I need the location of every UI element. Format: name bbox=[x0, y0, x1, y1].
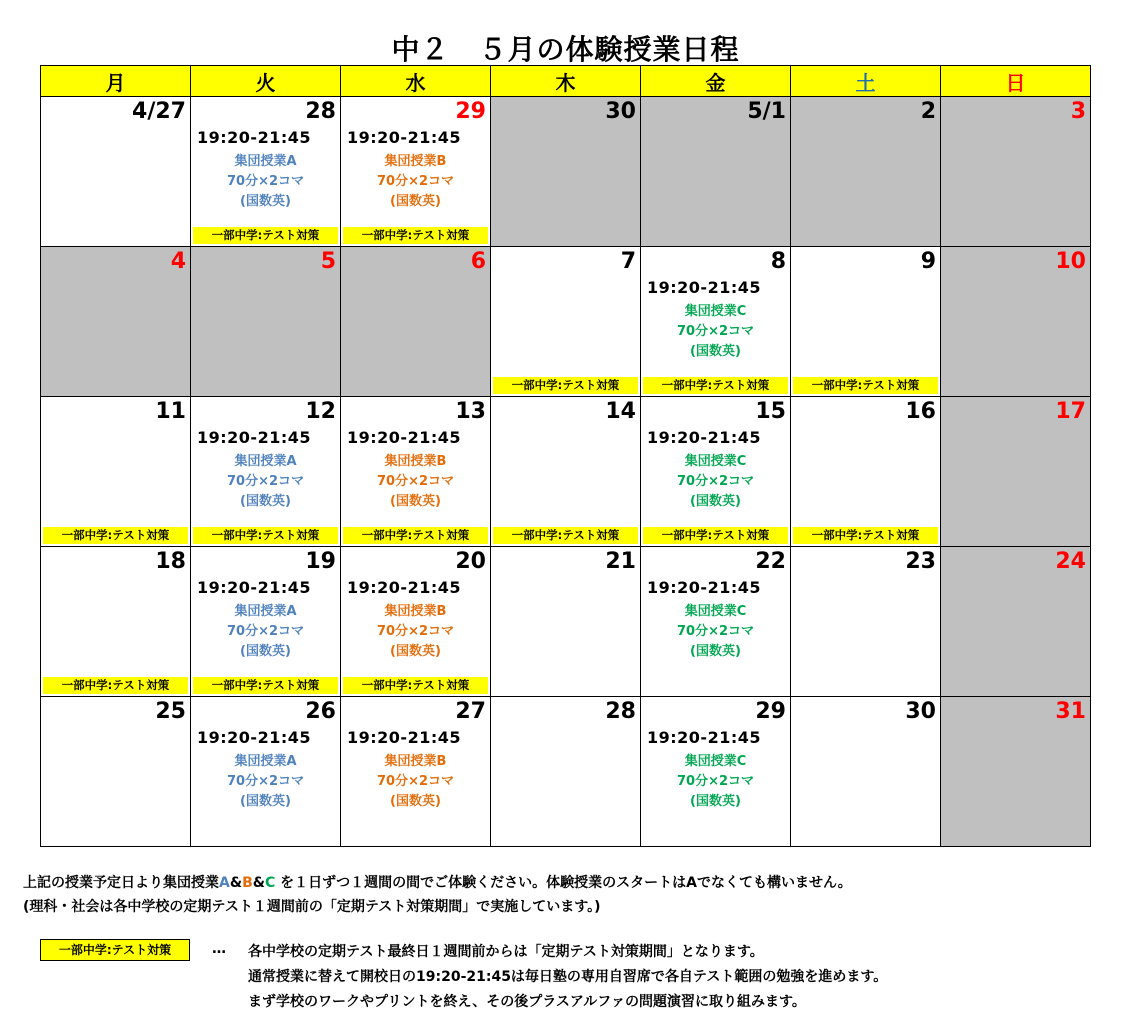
day-number: 20 bbox=[455, 549, 486, 574]
day-cell bbox=[791, 247, 941, 397]
class-info-line: 70分×2コマ bbox=[676, 474, 755, 489]
day-cell bbox=[191, 697, 341, 847]
week-row bbox=[41, 697, 1091, 847]
day-cell bbox=[941, 247, 1091, 397]
day-cell bbox=[491, 547, 641, 697]
day-number: 28 bbox=[305, 99, 336, 124]
week-row bbox=[41, 97, 1091, 247]
day-cell bbox=[491, 247, 641, 397]
weekday-sun: 日 bbox=[941, 66, 1091, 97]
weekday-header-row bbox=[41, 66, 1091, 97]
class-info-line: 70分×2コマ bbox=[376, 474, 455, 489]
day-number: 9 bbox=[920, 249, 936, 274]
class-info-line: (国数英) bbox=[690, 644, 741, 659]
day-number: 2 bbox=[920, 99, 936, 124]
test-prep-tag: 一部中学:テスト対策 bbox=[493, 377, 638, 394]
class-info-a bbox=[191, 152, 340, 212]
day-cell bbox=[941, 397, 1091, 547]
class-time: 19:20-21:45 bbox=[647, 578, 761, 597]
class-time: 19:20-21:45 bbox=[347, 128, 461, 147]
class-info-line: 集団授業B bbox=[384, 604, 447, 619]
day-cell bbox=[641, 697, 791, 847]
week-row bbox=[41, 397, 1091, 547]
class-info-c bbox=[641, 302, 790, 362]
class-info-c bbox=[641, 752, 790, 812]
class-info-line: (国数英) bbox=[390, 644, 441, 659]
note-line-1-end: を１日ずつ１週間の間でご体験ください。体験授業のスタートはAでなくても構いません。 bbox=[280, 875, 852, 891]
class-time: 19:20-21:45 bbox=[347, 578, 461, 597]
class-info-b bbox=[341, 602, 490, 662]
note-line-1 bbox=[23, 872, 852, 892]
test-prep-tag: 一部中学:テスト対策 bbox=[193, 677, 338, 694]
legend-line-3: まず学校のワークやプリントを終え、その後プラスアルファの問題演習に取り組みます。 bbox=[248, 994, 806, 1010]
class-info-a bbox=[191, 602, 340, 662]
day-cell bbox=[941, 547, 1091, 697]
test-prep-tag: 一部中学:テスト対策 bbox=[643, 527, 788, 544]
class-info-line: (国数英) bbox=[390, 194, 441, 209]
class-info-line: (国数英) bbox=[690, 794, 741, 809]
class-time: 19:20-21:45 bbox=[347, 428, 461, 447]
day-number: 23 bbox=[905, 549, 936, 574]
note-line-2: (理科・社会は各中学校の定期テスト１週間前の「定期テスト対策期間」で実施しています。) bbox=[23, 899, 601, 915]
class-time: 19:20-21:45 bbox=[197, 578, 311, 597]
day-number: 8 bbox=[770, 249, 786, 274]
class-info-b bbox=[341, 452, 490, 512]
weekday-sat: 土 bbox=[791, 66, 941, 97]
test-prep-tag: 一部中学:テスト対策 bbox=[493, 527, 638, 544]
day-number: 3 bbox=[1070, 99, 1086, 124]
class-info-line: 集団授業C bbox=[684, 754, 747, 769]
class-info-line: 70分×2コマ bbox=[376, 774, 455, 789]
note-amp-2: & bbox=[252, 875, 265, 891]
test-prep-tag: 一部中学:テスト対策 bbox=[793, 527, 938, 544]
class-info-line: (国数英) bbox=[240, 644, 291, 659]
day-cell bbox=[641, 97, 791, 247]
note-line-1-start: 上記の授業予定日より集団授業 bbox=[23, 875, 219, 891]
day-number: 28 bbox=[605, 699, 636, 724]
day-number: 29 bbox=[755, 699, 786, 724]
day-cell bbox=[641, 397, 791, 547]
day-number: 5/1 bbox=[747, 99, 786, 124]
day-number: 21 bbox=[605, 549, 636, 574]
day-number: 31 bbox=[1055, 699, 1086, 724]
day-number: 14 bbox=[605, 399, 636, 424]
class-info-line: 70分×2コマ bbox=[226, 624, 305, 639]
class-info-line: 集団授業A bbox=[234, 154, 297, 169]
day-number: 11 bbox=[155, 399, 186, 424]
test-prep-tag: 一部中学:テスト対策 bbox=[193, 527, 338, 544]
day-number: 5 bbox=[320, 249, 336, 274]
day-number: 30 bbox=[605, 99, 636, 124]
class-info-line: (国数英) bbox=[690, 494, 741, 509]
day-cell bbox=[191, 247, 341, 397]
legend-line-2: 通常授業に替えて開校日の19:20-21:45は毎日塾の専用自習席で各自テスト範囲の勉強を進めます。 bbox=[248, 969, 888, 985]
day-cell bbox=[41, 697, 191, 847]
day-cell bbox=[341, 247, 491, 397]
class-info-line: 集団授業B bbox=[384, 154, 447, 169]
day-number: 26 bbox=[305, 699, 336, 724]
class-info-line: (国数英) bbox=[390, 494, 441, 509]
class-info-line: 70分×2コマ bbox=[676, 624, 755, 639]
class-info-b bbox=[341, 752, 490, 812]
calendar-table bbox=[40, 65, 1091, 847]
class-info-line: 集団授業C bbox=[684, 604, 747, 619]
class-info-line: (国数英) bbox=[240, 494, 291, 509]
class-info-line: 集団授業B bbox=[384, 754, 447, 769]
test-prep-tag: 一部中学:テスト対策 bbox=[343, 527, 488, 544]
day-cell bbox=[341, 397, 491, 547]
class-info-line: 集団授業A bbox=[234, 454, 297, 469]
day-cell bbox=[791, 397, 941, 547]
class-time: 19:20-21:45 bbox=[347, 728, 461, 747]
class-info-line: 集団授業A bbox=[234, 754, 297, 769]
weekday-wed: 水 bbox=[341, 66, 491, 97]
class-info-line: (国数英) bbox=[390, 794, 441, 809]
day-cell bbox=[341, 97, 491, 247]
test-prep-tag: 一部中学:テスト対策 bbox=[793, 377, 938, 394]
day-cell bbox=[791, 547, 941, 697]
day-cell bbox=[41, 97, 191, 247]
class-info-line: 70分×2コマ bbox=[226, 474, 305, 489]
note-class-c: C bbox=[264, 875, 276, 891]
class-time: 19:20-21:45 bbox=[197, 128, 311, 147]
class-info-line: 70分×2コマ bbox=[376, 174, 455, 189]
day-number: 12 bbox=[305, 399, 336, 424]
day-cell bbox=[941, 97, 1091, 247]
week-row bbox=[41, 547, 1091, 697]
day-number: 30 bbox=[905, 699, 936, 724]
day-number: 10 bbox=[1055, 249, 1086, 274]
day-cell bbox=[341, 697, 491, 847]
class-info-line: 70分×2コマ bbox=[676, 324, 755, 339]
class-time: 19:20-21:45 bbox=[197, 428, 311, 447]
class-info-line: 70分×2コマ bbox=[676, 774, 755, 789]
day-number: 24 bbox=[1055, 549, 1086, 574]
day-cell bbox=[941, 697, 1091, 847]
day-number: 7 bbox=[620, 249, 636, 274]
class-info-line: 集団授業C bbox=[684, 304, 747, 319]
day-number: 18 bbox=[155, 549, 186, 574]
day-number: 16 bbox=[905, 399, 936, 424]
day-cell bbox=[491, 97, 641, 247]
day-cell bbox=[791, 97, 941, 247]
day-number: 15 bbox=[755, 399, 786, 424]
day-number: 4/27 bbox=[132, 99, 186, 124]
day-cell bbox=[191, 547, 341, 697]
class-time: 19:20-21:45 bbox=[647, 428, 761, 447]
class-time: 19:20-21:45 bbox=[197, 728, 311, 747]
class-info-line: 集団授業B bbox=[384, 454, 447, 469]
test-prep-tag: 一部中学:テスト対策 bbox=[343, 677, 488, 694]
legend-line-1: 各中学校の定期テスト最終日１週間前からは「定期テスト対策期間」となります。 bbox=[248, 944, 764, 960]
class-time: 19:20-21:45 bbox=[647, 278, 761, 297]
day-cell bbox=[41, 397, 191, 547]
class-info-line: 集団授業C bbox=[684, 454, 747, 469]
day-cell bbox=[791, 697, 941, 847]
weekday-mon: 月 bbox=[41, 66, 191, 97]
class-info-c bbox=[641, 452, 790, 512]
day-cell bbox=[491, 397, 641, 547]
day-cell bbox=[641, 547, 791, 697]
page-title: 中２ ５月の体験授業日程 bbox=[391, 33, 740, 66]
legend-dots: … bbox=[212, 941, 226, 957]
class-info-c bbox=[641, 602, 790, 662]
day-number: 22 bbox=[755, 549, 786, 574]
test-prep-tag: 一部中学:テスト対策 bbox=[193, 227, 338, 244]
class-info-line: (国数英) bbox=[240, 794, 291, 809]
class-info-line: (国数英) bbox=[690, 344, 741, 359]
note-class-b: B bbox=[242, 875, 253, 891]
class-info-a bbox=[191, 452, 340, 512]
day-number: 6 bbox=[470, 249, 486, 274]
note-amp-1: & bbox=[229, 875, 243, 891]
day-cell bbox=[191, 97, 341, 247]
class-info-line: (国数英) bbox=[240, 194, 291, 209]
day-number: 19 bbox=[305, 549, 336, 574]
day-cell bbox=[491, 697, 641, 847]
day-number: 29 bbox=[455, 99, 486, 124]
class-info-line: 70分×2コマ bbox=[226, 774, 305, 789]
class-info-a bbox=[191, 752, 340, 812]
class-time: 19:20-21:45 bbox=[647, 728, 761, 747]
class-info-line: 70分×2コマ bbox=[226, 174, 305, 189]
day-number: 17 bbox=[1055, 399, 1086, 424]
class-info-line: 70分×2コマ bbox=[376, 624, 455, 639]
weekday-tue: 火 bbox=[191, 66, 341, 97]
day-cell bbox=[341, 547, 491, 697]
note-class-a: A bbox=[219, 875, 230, 891]
test-prep-tag: 一部中学:テスト対策 bbox=[343, 227, 488, 244]
legend-badge: 一部中学:テスト対策 bbox=[40, 939, 190, 961]
day-number: 4 bbox=[170, 249, 186, 274]
day-cell bbox=[641, 247, 791, 397]
day-number: 13 bbox=[455, 399, 486, 424]
weekday-thu: 木 bbox=[491, 66, 641, 97]
class-info-b bbox=[341, 152, 490, 212]
day-number: 25 bbox=[155, 699, 186, 724]
day-cell bbox=[191, 397, 341, 547]
test-prep-tag: 一部中学:テスト対策 bbox=[43, 527, 188, 544]
weekday-fri: 金 bbox=[641, 66, 791, 97]
day-cell bbox=[41, 547, 191, 697]
day-number: 27 bbox=[455, 699, 486, 724]
test-prep-tag: 一部中学:テスト対策 bbox=[43, 677, 188, 694]
test-prep-tag: 一部中学:テスト対策 bbox=[643, 377, 788, 394]
day-cell bbox=[41, 247, 191, 397]
week-row bbox=[41, 247, 1091, 397]
class-info-line: 集団授業A bbox=[234, 604, 297, 619]
